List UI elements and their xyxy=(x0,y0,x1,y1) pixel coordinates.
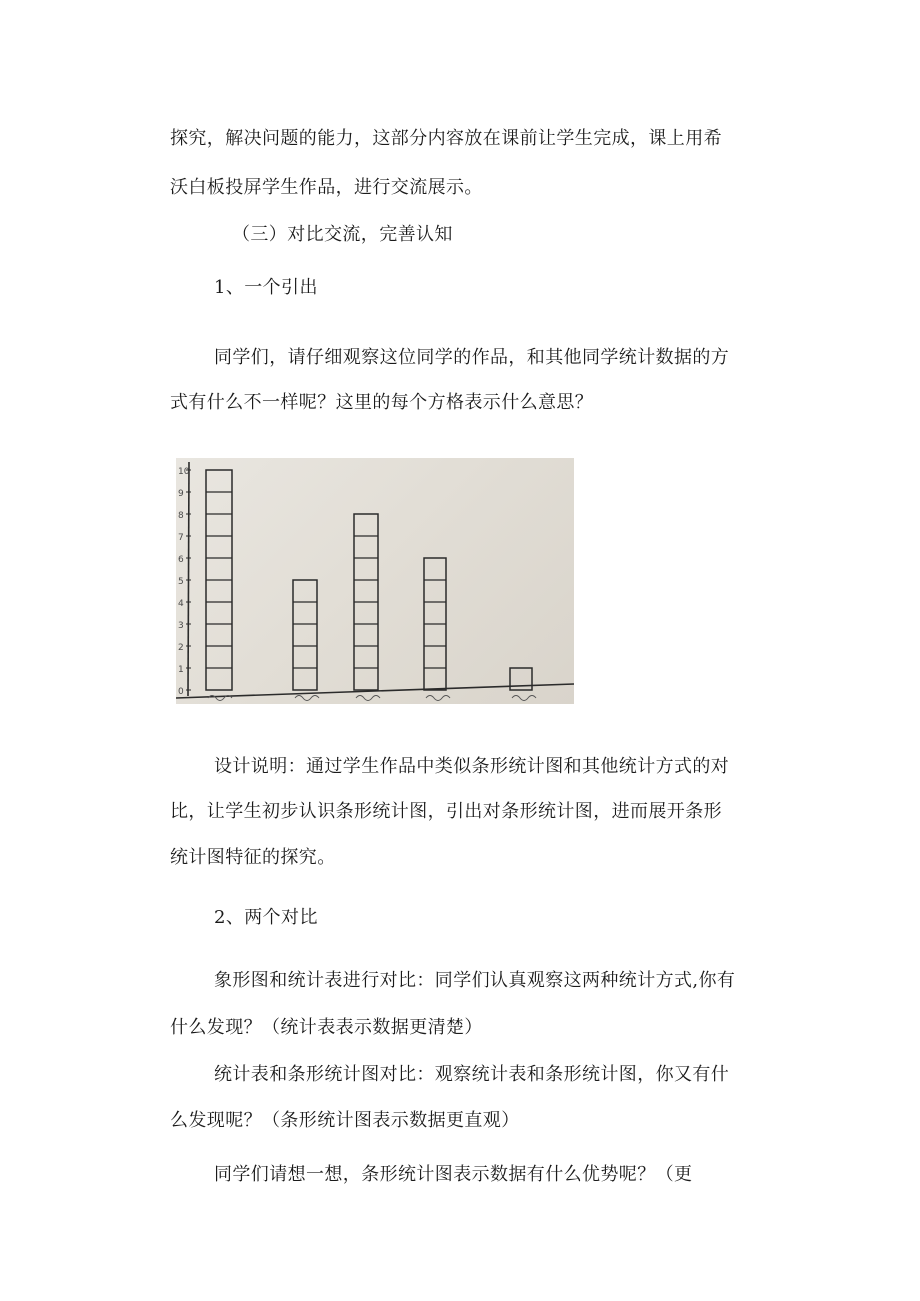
y-tick-label: 3 xyxy=(178,621,184,631)
section-heading: （三）对比交流，完善认知 xyxy=(232,224,453,245)
y-axis-line xyxy=(188,462,189,696)
paragraph-line: 比，让学生初步认识条形统计图，引出对条形统计图，进而展开条形 xyxy=(170,801,722,822)
paragraph-line: 什么发现？（统计表表示数据更清楚） xyxy=(170,1017,483,1038)
paragraph-line: 统计表和条形统计图对比：观察统计表和条形统计图，你又有什 xyxy=(214,1064,730,1085)
student-work-photo xyxy=(176,458,574,704)
y-tick-label: 10 xyxy=(178,467,190,477)
paragraph-line: 么发现呢？（条形统计图表示数据更直观） xyxy=(170,1110,520,1131)
paragraph-line: 同学们，请仔细观察这位同学的作品，和其他同学统计数据的方 xyxy=(214,347,730,368)
paragraph-line: 式有什么不一样呢？这里的每个方格表示什么意思？ xyxy=(170,392,594,413)
paragraph-line: 统计图特征的探究。 xyxy=(170,847,336,868)
bar-label-scribble xyxy=(295,696,319,701)
paragraph-line: 设计说明：通过学生作品中类似条形统计图和其他统计方式的对 xyxy=(214,756,730,777)
y-tick-label: 4 xyxy=(178,599,184,609)
y-tick-label: 6 xyxy=(178,555,184,565)
bar-label-scribble xyxy=(426,696,450,701)
y-tick-label: 0 xyxy=(178,687,184,697)
hand-drawn-bar-chart xyxy=(176,458,574,704)
bar xyxy=(293,580,317,690)
paragraph-line: 沃白板投屏学生作品，进行交流展示。 xyxy=(170,177,483,198)
y-tick-label: 1 xyxy=(178,665,184,675)
bar-label-scribble xyxy=(356,696,380,701)
y-tick-label: 9 xyxy=(178,489,184,499)
y-tick-label: 7 xyxy=(178,533,184,543)
y-tick-label: 8 xyxy=(178,511,184,521)
paragraph-line: 同学们请想一想，条形统计图表示数据有什么优势呢？（更 xyxy=(214,1164,693,1185)
item-heading: 1、一个引出 xyxy=(214,277,318,298)
paragraph-line: 探究，解决问题的能力，这部分内容放在课前让学生完成，课上用希 xyxy=(170,128,722,149)
y-tick-label: 5 xyxy=(178,577,184,587)
y-tick-label: 2 xyxy=(178,643,184,653)
bar-label-scribble xyxy=(512,696,536,701)
item-heading: 2、两个对比 xyxy=(214,907,318,928)
paragraph-line: 象形图和统计表进行对比：同学们认真观察这两种统计方式,你有 xyxy=(214,970,736,991)
